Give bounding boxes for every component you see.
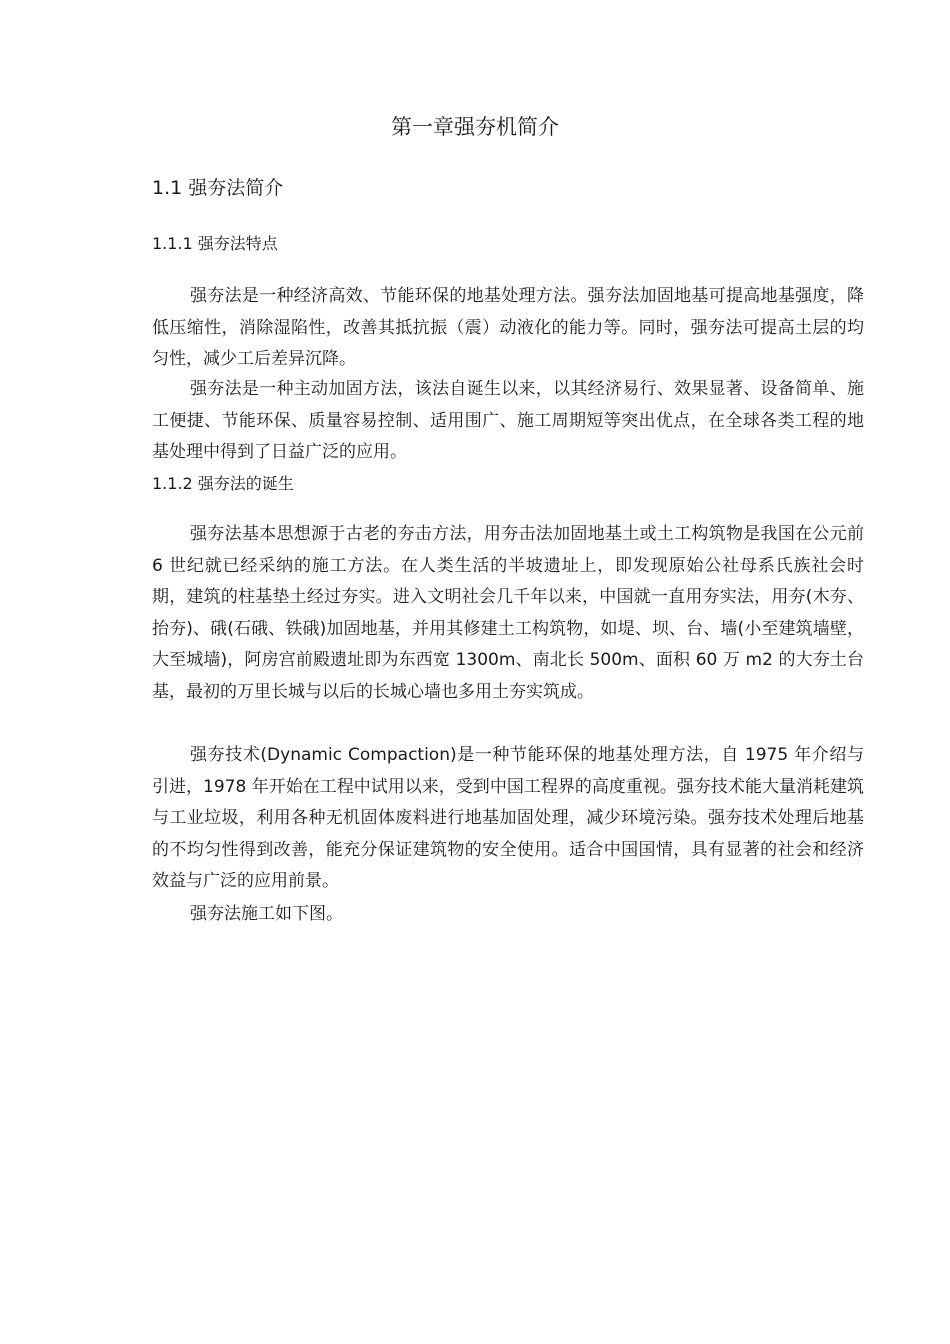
section-heading-1-1: 1.1 强夯法简介 <box>152 177 284 199</box>
subsection-heading-1-1-1: 1.1.1 强夯法特点 <box>152 234 278 253</box>
paragraph-dynamic-compaction: 强夯技术(Dynamic Compaction)是一种节能环保的地基处理方法，自 1975 年介绍与引进，1978 年开始在工程中试用以来，受到中国工程界的高度重视。强夯技术能大量消耗建筑与工业垃圾，利用各种无机固体废料进行地基加固处理，减少环境污染。强夯技术处理后地基的不均匀性得到改善，能充分保证建筑物的安全使用。适合中国国情，具有显著的社会和经济效益与广泛的应用前景。 <box>152 745 864 892</box>
subsection-heading-1-1-2: 1.1.2 强夯法的诞生 <box>152 474 294 493</box>
paragraph-features: 强夯法是一种经济高效、节能环保的地基处理方法。强夯法加固地基可提高地基强度，降低压缩性，消除湿陷性，改善其抵抗振（震）动液化的能力等。同时，强夯法可提高土层的均匀性，减少工后差异沉降。 <box>152 286 864 369</box>
chapter-title: 第一章强夯机简介 <box>391 115 559 139</box>
paragraph-figure-reference: 强夯法施工如下图。 <box>190 904 343 924</box>
paragraph-advantages: 强夯法是一种主动加固方法，该法自诞生以来，以其经济易行、效果显著、设备简单、施工便捷、节能环保、质量容易控制、适用围广、施工周期短等突出优点，在全球各类工程的地基处理中得到了日益广泛的应用。 <box>152 379 864 462</box>
paragraph-history: 强夯法基本思想源于古老的夯击方法，用夯击法加固地基土或土工构筑物是我国在公元前 6 世纪就已经采纳的施工方法。在人类生活的半坡遗址上，即发现原始公社母系氏族社会时期，建筑的柱基垫土经过夯实。进入文明社会几千年以来，中国就一直用夯实法，用夯(木夯、抬夯)、硪(石硪、铁硪)加固地基，并用其修建土工构筑物，如堤、坝、台、墙(小至建筑墙壁，大至城墙)，阿房宫前殿遗址即为东西宽 1300m、南北长 500m、面积 60 万 m2 的大夯土台基，最初的万里长城与以后的长城心墙也多用土夯实筑成。 <box>152 524 864 702</box>
